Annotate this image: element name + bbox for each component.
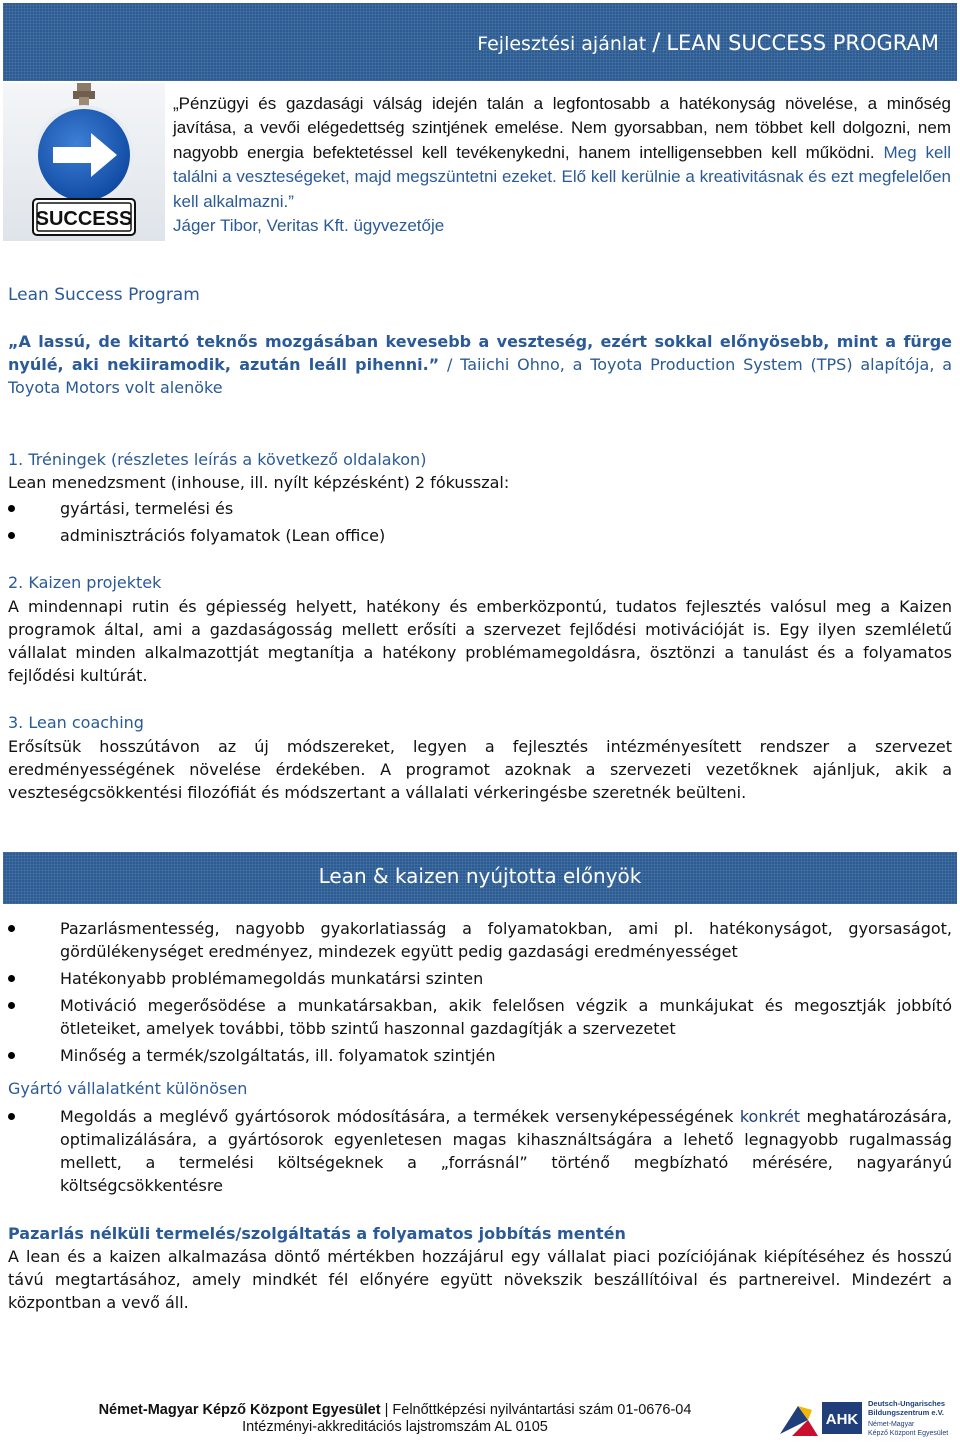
page-title — [477, 28, 939, 56]
section-1-title: Tréningek — [28, 450, 106, 469]
benefits-title: Lean & kaizen nyújtotta előnyök — [318, 864, 642, 888]
manufacturer-heading: Gyártó vállalatként különösen — [8, 1079, 248, 1098]
list-item: Hatékonyabb problémamegoldás munkatársi szinten — [8, 967, 952, 990]
section-1-number: 1. — [8, 450, 24, 469]
manufacturer-list — [8, 1105, 952, 1197]
bullet-icon — [8, 1002, 15, 1009]
logo-line-1: Deutsch-Ungarisches — [868, 1399, 946, 1408]
section-1-list — [8, 497, 952, 547]
logo-line-4: Képző Központ Egyesület — [868, 1430, 949, 1437]
section-3-heading — [8, 711, 952, 734]
section-2-number: 2. — [8, 573, 24, 592]
section-1-subtitle: (részletes leírás a következő oldalakon) — [110, 450, 427, 469]
footer-registration: Felnőttképzési nyilvántartási szám 01-0676-04 — [392, 1402, 692, 1418]
bullet-icon — [8, 532, 15, 539]
title-part-1: Fejlesztési ajánlat — [477, 33, 647, 55]
bullet-icon — [8, 975, 15, 982]
logo-mark-icon — [780, 1406, 818, 1436]
intro-quote-author: Jáger Tibor, Veritas Kft. ügyvezetője — [173, 216, 445, 236]
bullet-icon — [8, 925, 15, 932]
bullet-icon — [8, 1113, 15, 1120]
list-item: Minőség a termék/szolgáltatás, ill. folyamatok szintjén — [8, 1044, 952, 1067]
intro-quote-text: „Pénzügyi és gazdasági válság idején talán a legfontosabb a hatékonyság növelése, a minőség javítása, a vevői elégedettség szintjének emelése. Nem gyorsabban, nem többet kell dolgozni, nem nagyobb energia befektetéssel kell tevékenykedni, hanem intelligensebben kell működni. — [173, 94, 951, 162]
intro-quote-highlight: Meg kell találni a veszteségeket, majd megszüntetni ezeket. Elő kell kerülnie a kreativitásnak és ezt megfelelően kell alkalmazni.” — [173, 142, 951, 211]
waste-text: A lean és a kaizen alkalmazása döntő mértékben hozzájárul egy vállalat piaci pozíciójának kiépítéséhez és hosszú távú megtartásához, amely mindkét fél előnyére együtt növekszik beszállítóival és partnereivel. Mindezért a központban a vevő áll. — [8, 1247, 952, 1312]
benefits-list — [8, 917, 952, 1067]
program-quote-text: „A lassú, de kitartó teknős mozgásában kevesebb a veszteség, ezért sokkal előnyösebb, mint a fürge nyúlé, aki nekiiramodik, azután leáll pihenni.” — [8, 332, 952, 374]
program-heading: Lean Success Program — [8, 285, 200, 305]
list-item: Megoldás a meglévő gyártósorok módosítására, a termékek versenyképességének konkrét meghatározására, optimalizálására, a gyártósorok egyenletesen magas kihasználtságára a lehető legnagyobb rugalmasság mellett, a termelési költségeknek a „forrásnál” történő megbízható mérésére, nagyarányú költségcsökkentésre — [8, 1105, 952, 1197]
success-sign-image — [3, 83, 165, 241]
logo-line-2: Bildungszentrum e.V. — [868, 1408, 944, 1417]
logo-ahk: AHK — [825, 1411, 859, 1428]
intro-quote — [173, 92, 951, 238]
benefits-banner — [3, 852, 957, 904]
list-item: adminisztrációs folyamatok (Lean office) — [8, 524, 952, 547]
sign-text: SUCCESS — [35, 208, 133, 230]
title-part-2: LEAN SUCCESS PROGRAM — [666, 31, 939, 55]
footer-org: Német-Magyar Képző Központ Egyesület — [98, 1402, 381, 1418]
footer-divider: | — [384, 1402, 389, 1418]
program-quote-attribution: / Taiichi Ohno, a Toyota Production System (TPS) alapítója, a Toyota Motors volt alenöke — [8, 355, 952, 397]
bullet-icon — [8, 505, 15, 512]
section-2-title: Kaizen projektek — [28, 573, 162, 592]
title-separator: / — [652, 28, 661, 56]
program-quote — [8, 330, 952, 399]
list-item: Pazarlásmentesség, nagyobb gyakorlatiasság a folyamatokban, ami pl. hatékonyságot, gyorsaságot, gördülékenységet eredményez, mindezek együtt pedig gazdasági eredményességet — [8, 917, 952, 963]
section-2-text: A mindennapi rutin és gépiesség helyett, hatékony és emberközpontú, tudatos fejlesztés valósul meg a Kaizen programok által, ami a gazdaságosság mellett erősíti a szervezet fejlődési motivációját is. Egy ilyen szemléletű vállalat minden alkalmazottját megtanítja a hatékony problémamegoldásra, ösztönzi a tanulást és a folyamatos fejlődési kultúrát. — [8, 597, 952, 685]
section-1-heading — [8, 448, 952, 471]
list-item: Motiváció megerősödése a munkatársakban, akik felelősen végzik a munkájukat és megosztják jobbító ötleteiket, amelyek további, több szintű haszonnal gazdagítják a szervezetet — [8, 994, 952, 1040]
ahk-logo — [778, 1396, 956, 1440]
section-1-intro: Lean menedzsment (inhouse, ill. nyílt képzésként) 2 fókusszal: — [8, 473, 510, 492]
footer-line-1 — [0, 1402, 790, 1419]
section-3-number: 3. — [8, 713, 24, 732]
section-3-title: Lean coaching — [28, 713, 144, 732]
highlight-word: konkrét — [739, 1107, 801, 1126]
section-3-text: Erősítsük hosszútávon az új módszereket, legyen a fejlesztés intézményesített rendszer a szervezet eredményességének növelése érdekében. A programot azoknak a szervezeti vezetőknek ajánljuk, akik a veszteségcsökkentési filozófiát és módszertant a vállalati vérkeringésbe szeretnék beülteni. — [8, 737, 952, 802]
section-2-heading — [8, 571, 952, 594]
header-banner — [3, 3, 957, 81]
list-item: gyártási, termelési és — [8, 497, 952, 520]
bullet-icon — [8, 1052, 15, 1059]
waste-heading: Pazarlás nélküli termelés/szolgáltatás a folyamatos jobbítás mentén — [8, 1224, 626, 1243]
footer-accreditation: Intézményi-akkreditációs lajstromszám AL 0105 — [242, 1419, 548, 1435]
logo-line-3: Német-Magyar — [868, 1421, 915, 1428]
footer — [0, 1402, 790, 1436]
